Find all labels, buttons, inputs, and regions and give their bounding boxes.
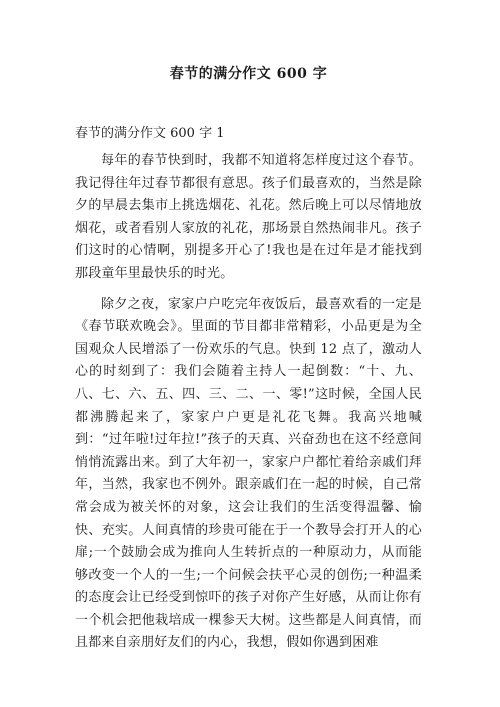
document-title: 春节的满分作文 600 字 [169,66,328,82]
paragraph: 除夕之夜，家家户户吃完年夜饭后，最喜欢看的一定是《春节联欢晚会》。里面的节目都非常精彩，小品更是为全国观众人民增添了一份欢乐的气息。快到 12 点了，激动人心的时刻到了：我们会随着主持人一起倒数：“十、九、八、七、六、五、四、三、二、一、零!”这时候，全国人民都沸腾起来了，家家户户更是礼花飞舞。我高兴地喊到：“过年啦!过年拉!”孩子的天真、兴奋劲也在这不经意间悄悄流露出来。到了大年初一，家家户户都忙着给亲戚们拜年，当然，我家也不例外。跟亲戚们在一起的时候，自己常常会成为被关怀的对象，这会让我们的生活变得温馨、愉快、充实。人间真情的珍贵可能在于一个教导会打开人的心扉;一个鼓励会成为推向人生转折点的一种原动力，从而能够改变一个人的一生;一个问候会扶平心灵的创伤;一种温柔的态度会让已经受到惊吓的孩子对你产生好感，从而让你有一个机会把他栽培成一棵参天大树。这些都是人间真情，而且都来自亲朋好友们的内心，我想，假如你遇到困难 [75,296,422,651]
paragraph: 每年的春节快到时，我都不知道将怎样度过这个春节。我记得往年过春节都很有意思。孩子们最喜欢的，当然是除夕的早晨去集市上挑选烟花、礼花。然后晚上可以尽情地放烟花，或者看别人家放的礼花，那场景自然热闹非凡。孩子们这时的心情啊，别提多开心了!我也是在过年是才能找到那段童年里最快乐的时光。 [75,153,422,281]
section-heading: 春节的满分作文 600 字 1 [75,126,225,141]
